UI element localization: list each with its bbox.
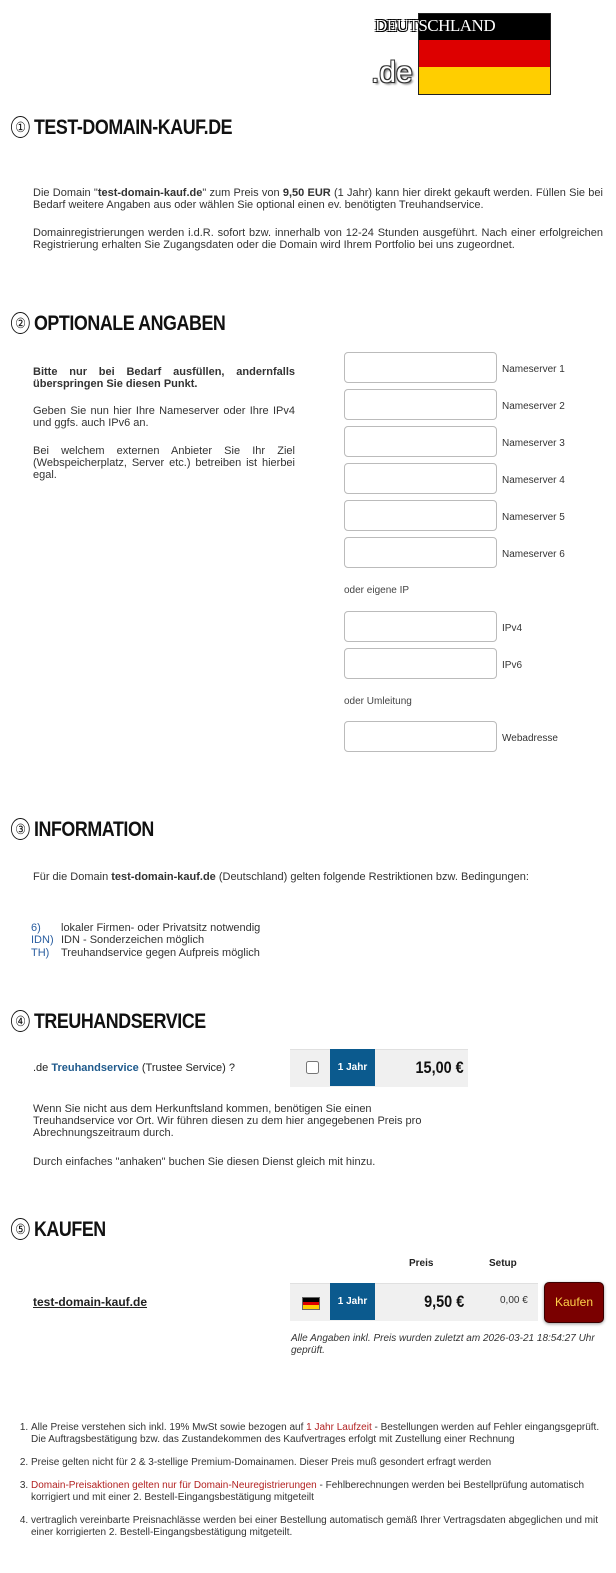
- section-number: ④: [11, 1010, 30, 1032]
- section-5-heading: [11, 1218, 106, 1242]
- intro-paragraph: Die Domain "test-domain-kauf.de" zum Preis von 9,50 EUR (1 Jahr) kann hier direkt gekauft werden. Füllen Sie bei Bedarf weitere Angaben aus oder wählen Sie optional einen ev. benötigten Treuhandservice.: [33, 187, 603, 211]
- section-3-heading: [11, 818, 154, 842]
- flag-tld-label: .de: [371, 56, 413, 89]
- webadresse-label: Webadresse: [502, 733, 558, 744]
- flag-country-title: DEUTSCHLAND: [375, 16, 496, 35]
- section-number: ②: [11, 312, 30, 334]
- footnote-item: 3. Domain-Preisaktionen gelten nur für Domain-Neuregistrierungen - Fehlberechnungen werden bei Bestellprüfung automatisch korrigiert und mit einer 2. Bestell-Eingangsbestätigung mitgeteilt: [31, 1480, 611, 1504]
- restriction-item: 6) lokaler Firmen- oder Privatsitz notwendig: [31, 922, 261, 934]
- nameserver-1-label: Nameserver 1: [502, 364, 565, 375]
- ipv4-input[interactable]: [344, 611, 497, 642]
- section-number: ⑤: [11, 1218, 30, 1240]
- intro-domain: test-domain-kauf.de: [97, 187, 203, 199]
- section-1-heading: [11, 116, 232, 140]
- info-domain: test-domain-kauf.de: [111, 871, 216, 883]
- footnotes-list: [13, 1422, 611, 1550]
- price-check-disclaimer: Alle Angaben inkl. Preis wurden zuletzt am 2026-03-21 18:54:27 Uhr geprüft.: [291, 1333, 595, 1356]
- buy-price: 9,50 €: [423, 1292, 464, 1311]
- section-1-title: TEST-DOMAIN-KAUF.DE: [33, 116, 233, 139]
- trustee-link[interactable]: Treuhandservice: [51, 1062, 139, 1074]
- restriction-item: TH) Treuhandservice gegen Aufpreis möglich: [31, 947, 260, 959]
- footnote-item: 4. vertraglich vereinbarte Preisnachlässe werden bei einer Bestellung automatisch gemäß Ihrer Vertragsdaten abgeglichen und mit einer korrigierten 2. Bestell-Eingangsbestätigung mitgeteilt.: [31, 1515, 611, 1539]
- nameserver-2-input[interactable]: [344, 389, 497, 420]
- ipv4-label: IPv4: [502, 623, 523, 634]
- footnote-item: 1. Alle Preise verstehen sich inkl. 19% MwSt sowie bezogen auf 1 Jahr Laufzeit - Bestellungen werden auf Fehler eingangsgeprüft. Die Auftragsbestätigung bzw. das Zustandekommen des Kaufvertrages erfolgt mit Zustellung einer Rechnung: [31, 1422, 611, 1446]
- nameserver-info: Geben Sie nun hier Ihre Nameserver oder Ihre IPv4 und ggfs. auch IPv6 an.: [33, 405, 295, 429]
- buy-period-badge: 1 Jahr: [330, 1283, 375, 1320]
- nameserver-3-input[interactable]: [344, 426, 497, 457]
- nameserver-6-input[interactable]: [344, 537, 497, 568]
- section-4-title: TREUHANDSERVICE: [33, 1010, 206, 1033]
- section-2-title: OPTIONALE ANGABEN: [33, 312, 226, 335]
- nameserver-4-label: Nameserver 4: [502, 475, 565, 486]
- section-4-heading: [11, 1010, 206, 1034]
- restriction-item: IDN) IDN - Sonderzeichen möglich: [31, 934, 205, 946]
- section-number: ①: [11, 116, 30, 138]
- germany-flag-icon: [302, 1297, 320, 1310]
- own-ip-label: oder eigene IP: [344, 585, 410, 596]
- nameserver-4-input[interactable]: [344, 463, 497, 494]
- redirect-label: oder Umleitung: [344, 696, 412, 707]
- buy-domain-link[interactable]: test-domain-kauf.de: [33, 1295, 148, 1309]
- ipv6-label: IPv6: [502, 660, 523, 671]
- trustee-hint: Durch einfaches "anhaken" buchen Sie diesen Dienst gleich mit hinzu.: [33, 1156, 376, 1168]
- nameserver-2-label: Nameserver 2: [502, 401, 565, 412]
- optional-hint: Bitte nur bei Bedarf ausfüllen, andernfalls überspringen Sie diesen Punkt.: [33, 366, 295, 390]
- registration-paragraph: Domainregistrierungen werden i.d.R. sofort bzw. innerhalb von 12-24 Stunden ausgeführt. Nach einer erfolgreichen Registrierung erhalten Sie Zugangsdaten oder die Domain wird Ihrem Portfolio bei uns zugeordnet.: [33, 227, 603, 251]
- section-2-heading: [11, 312, 225, 336]
- section-number: ③: [11, 818, 30, 840]
- nameserver-1-input[interactable]: [344, 352, 497, 383]
- ipv6-input[interactable]: [344, 648, 497, 679]
- webadresse-input[interactable]: [344, 721, 497, 752]
- section-3-title: INFORMATION: [33, 818, 154, 841]
- price-column-header: Preis: [409, 1258, 434, 1269]
- intro-price: 9,50 EUR: [282, 187, 331, 199]
- nameserver-5-input[interactable]: [344, 500, 497, 531]
- nameserver-3-label: Nameserver 3: [502, 438, 565, 449]
- nameserver-6-label: Nameserver 6: [502, 549, 565, 560]
- setup-column-header: Setup: [489, 1258, 517, 1269]
- trustee-period-badge: 1 Jahr: [330, 1049, 375, 1086]
- restriction-intro: Für die Domain test-domain-kauf.de (Deutschland) gelten folgende Restriktionen bzw. Bedingungen:: [33, 871, 529, 883]
- kaufen-button[interactable]: Kaufen: [544, 1282, 604, 1323]
- setup-price: 0,00 €: [500, 1295, 528, 1306]
- provider-info: Bei welchem externen Anbieter Sie Ihr Ziel (Webspeicherplatz, Server etc.) betreiben ist hierbei egal.: [33, 445, 295, 481]
- trustee-label: .de Treuhandservice (Trustee Service) ?: [33, 1062, 235, 1074]
- nameserver-5-label: Nameserver 5: [502, 512, 565, 523]
- section-5-title: KAUFEN: [33, 1218, 106, 1241]
- trustee-price: 15,00 €: [415, 1058, 464, 1077]
- trustee-checkbox[interactable]: [306, 1061, 319, 1074]
- trustee-info: Wenn Sie nicht aus dem Herkunftsland kommen, benötigen Sie einen Treuhandservice vor Ort. Wir führen diesen zu dem hier angegebenen Preis pro Abrechnungszeitraum durch.: [33, 1103, 422, 1139]
- footnote-item: 2. Preise gelten nicht für 2 & 3-stellige Premium-Domainamen. Dieser Preis muß gesondert erfragt werden: [31, 1457, 611, 1469]
